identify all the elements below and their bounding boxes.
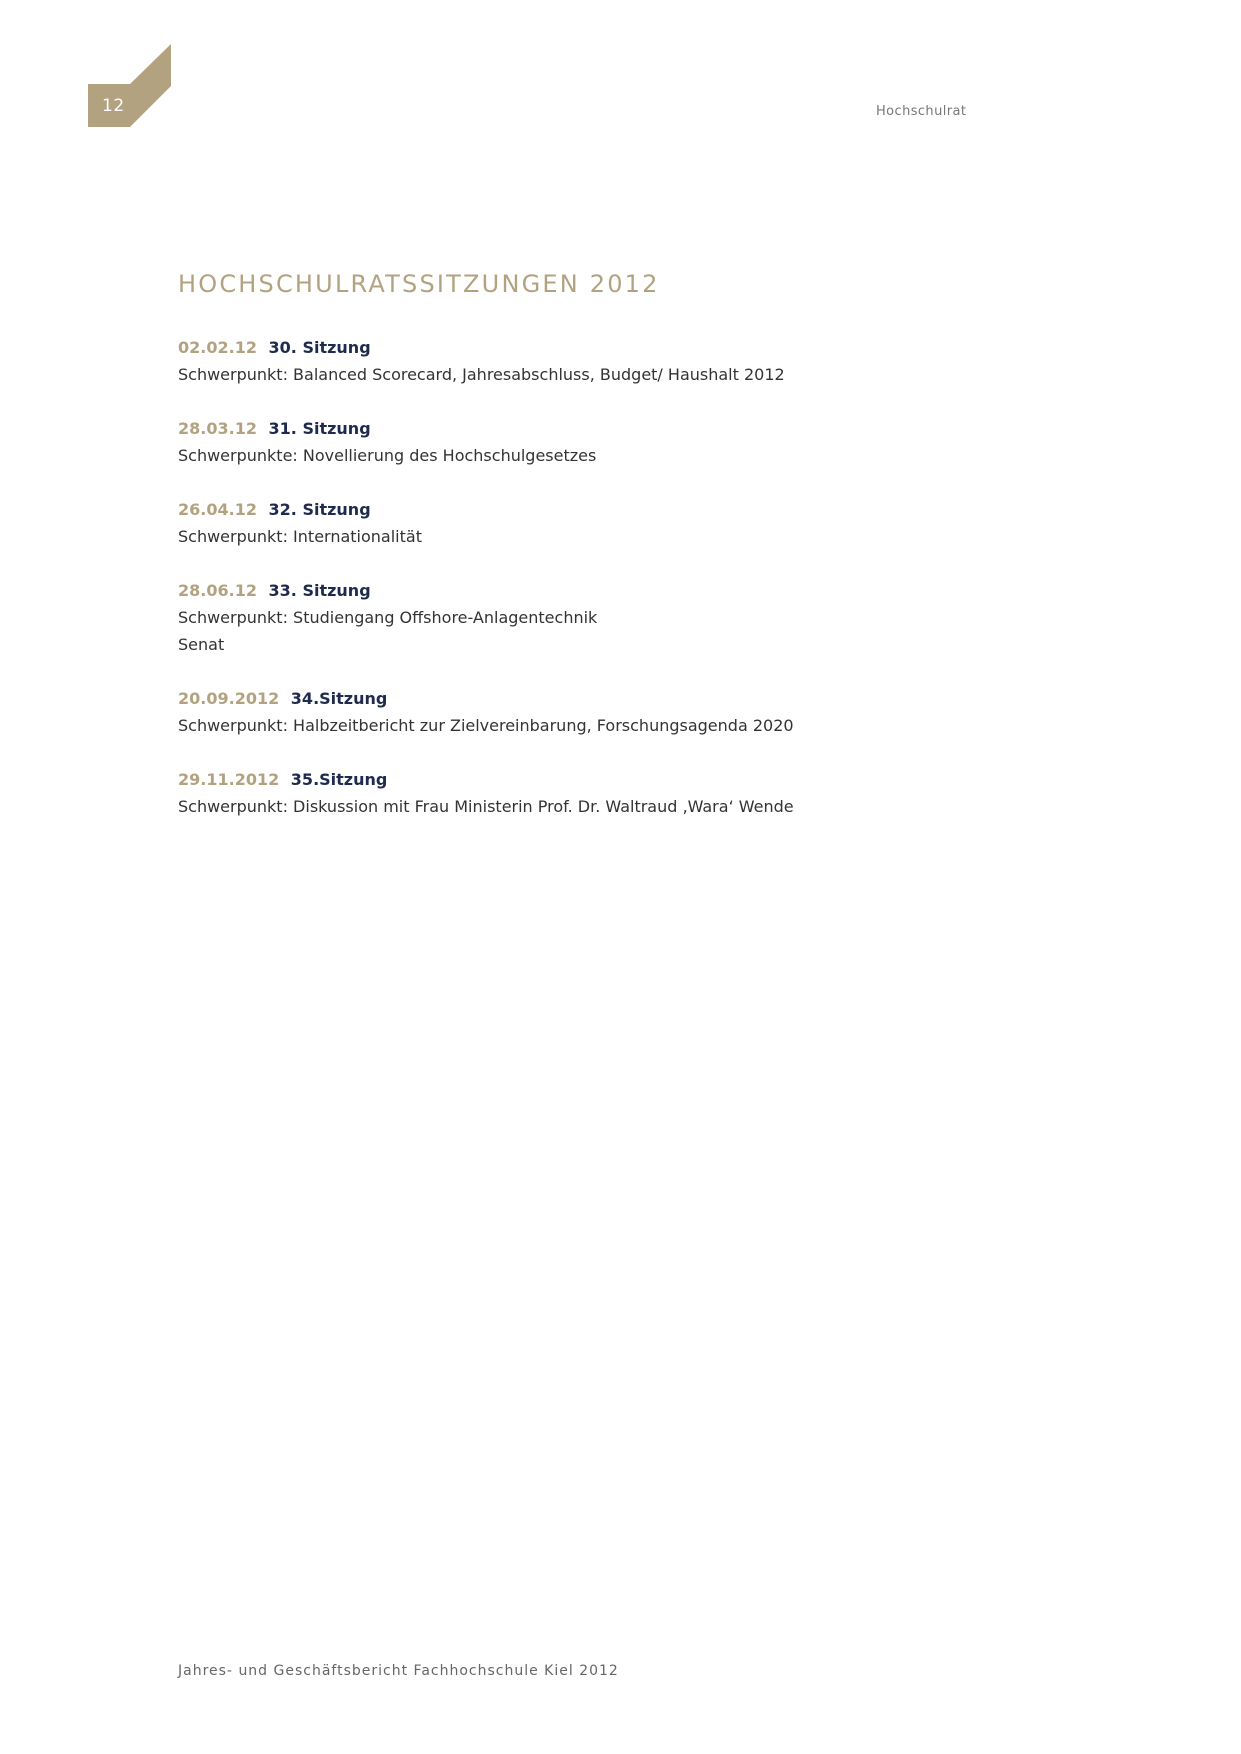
session-topic: Schwerpunkt: Studiengang Offshore-Anlagentechnik [178,608,598,627]
session-topic: Schwerpunkt: Diskussion mit Frau Ministerin Prof. Dr. Waltraud ‚Wara‘ Wende [178,797,794,816]
session-item [178,334,1078,388]
section-title: HOCHSCHULRATSSITZUNGEN 2012 [178,270,660,298]
session-date: 28.03.12 [178,419,257,438]
sessions-list [178,334,1078,847]
session-date: 28.06.12 [178,581,257,600]
session-topic: Schwerpunkt: Halbzeitbericht zur Zielvereinbarung, Forschungsagenda 2020 [178,716,794,735]
session-label: 33. Sitzung [268,581,371,600]
session-item [178,496,1078,550]
session-label: 32. Sitzung [268,500,371,519]
session-topic: Schwerpunkt: Balanced Scorecard, Jahresabschluss, Budget/ Haushalt 2012 [178,365,785,384]
session-item [178,685,1078,739]
session-item [178,766,1078,820]
session-label: 35.Sitzung [290,770,388,789]
session-date: 26.04.12 [178,500,257,519]
session-label: 30. Sitzung [268,338,371,357]
page-number: 12 [102,96,125,116]
session-heading [178,577,1078,604]
session-heading [178,415,1078,442]
session-heading [178,766,1078,793]
page-number-badge [88,44,172,128]
session-topic: Schwerpunkte: Novellierung des Hochschulgesetzes [178,446,597,465]
session-label: 34.Sitzung [290,689,388,708]
session-date: 02.02.12 [178,338,257,357]
session-date: 20.09.2012 [178,689,280,708]
session-heading [178,334,1078,361]
session-item [178,415,1078,469]
page-badge-shape [88,44,172,128]
session-heading [178,496,1078,523]
session-topic-extra: Senat [178,635,225,654]
session-date: 29.11.2012 [178,770,280,789]
session-label: 31. Sitzung [268,419,371,438]
running-head: Hochschulrat [876,104,967,119]
session-item [178,577,1078,658]
session-heading [178,685,1078,712]
session-topic: Schwerpunkt: Internationalität [178,527,422,546]
footer-text: Jahres- und Geschäftsbericht Fachhochschule Kiel 2012 [178,1663,619,1679]
